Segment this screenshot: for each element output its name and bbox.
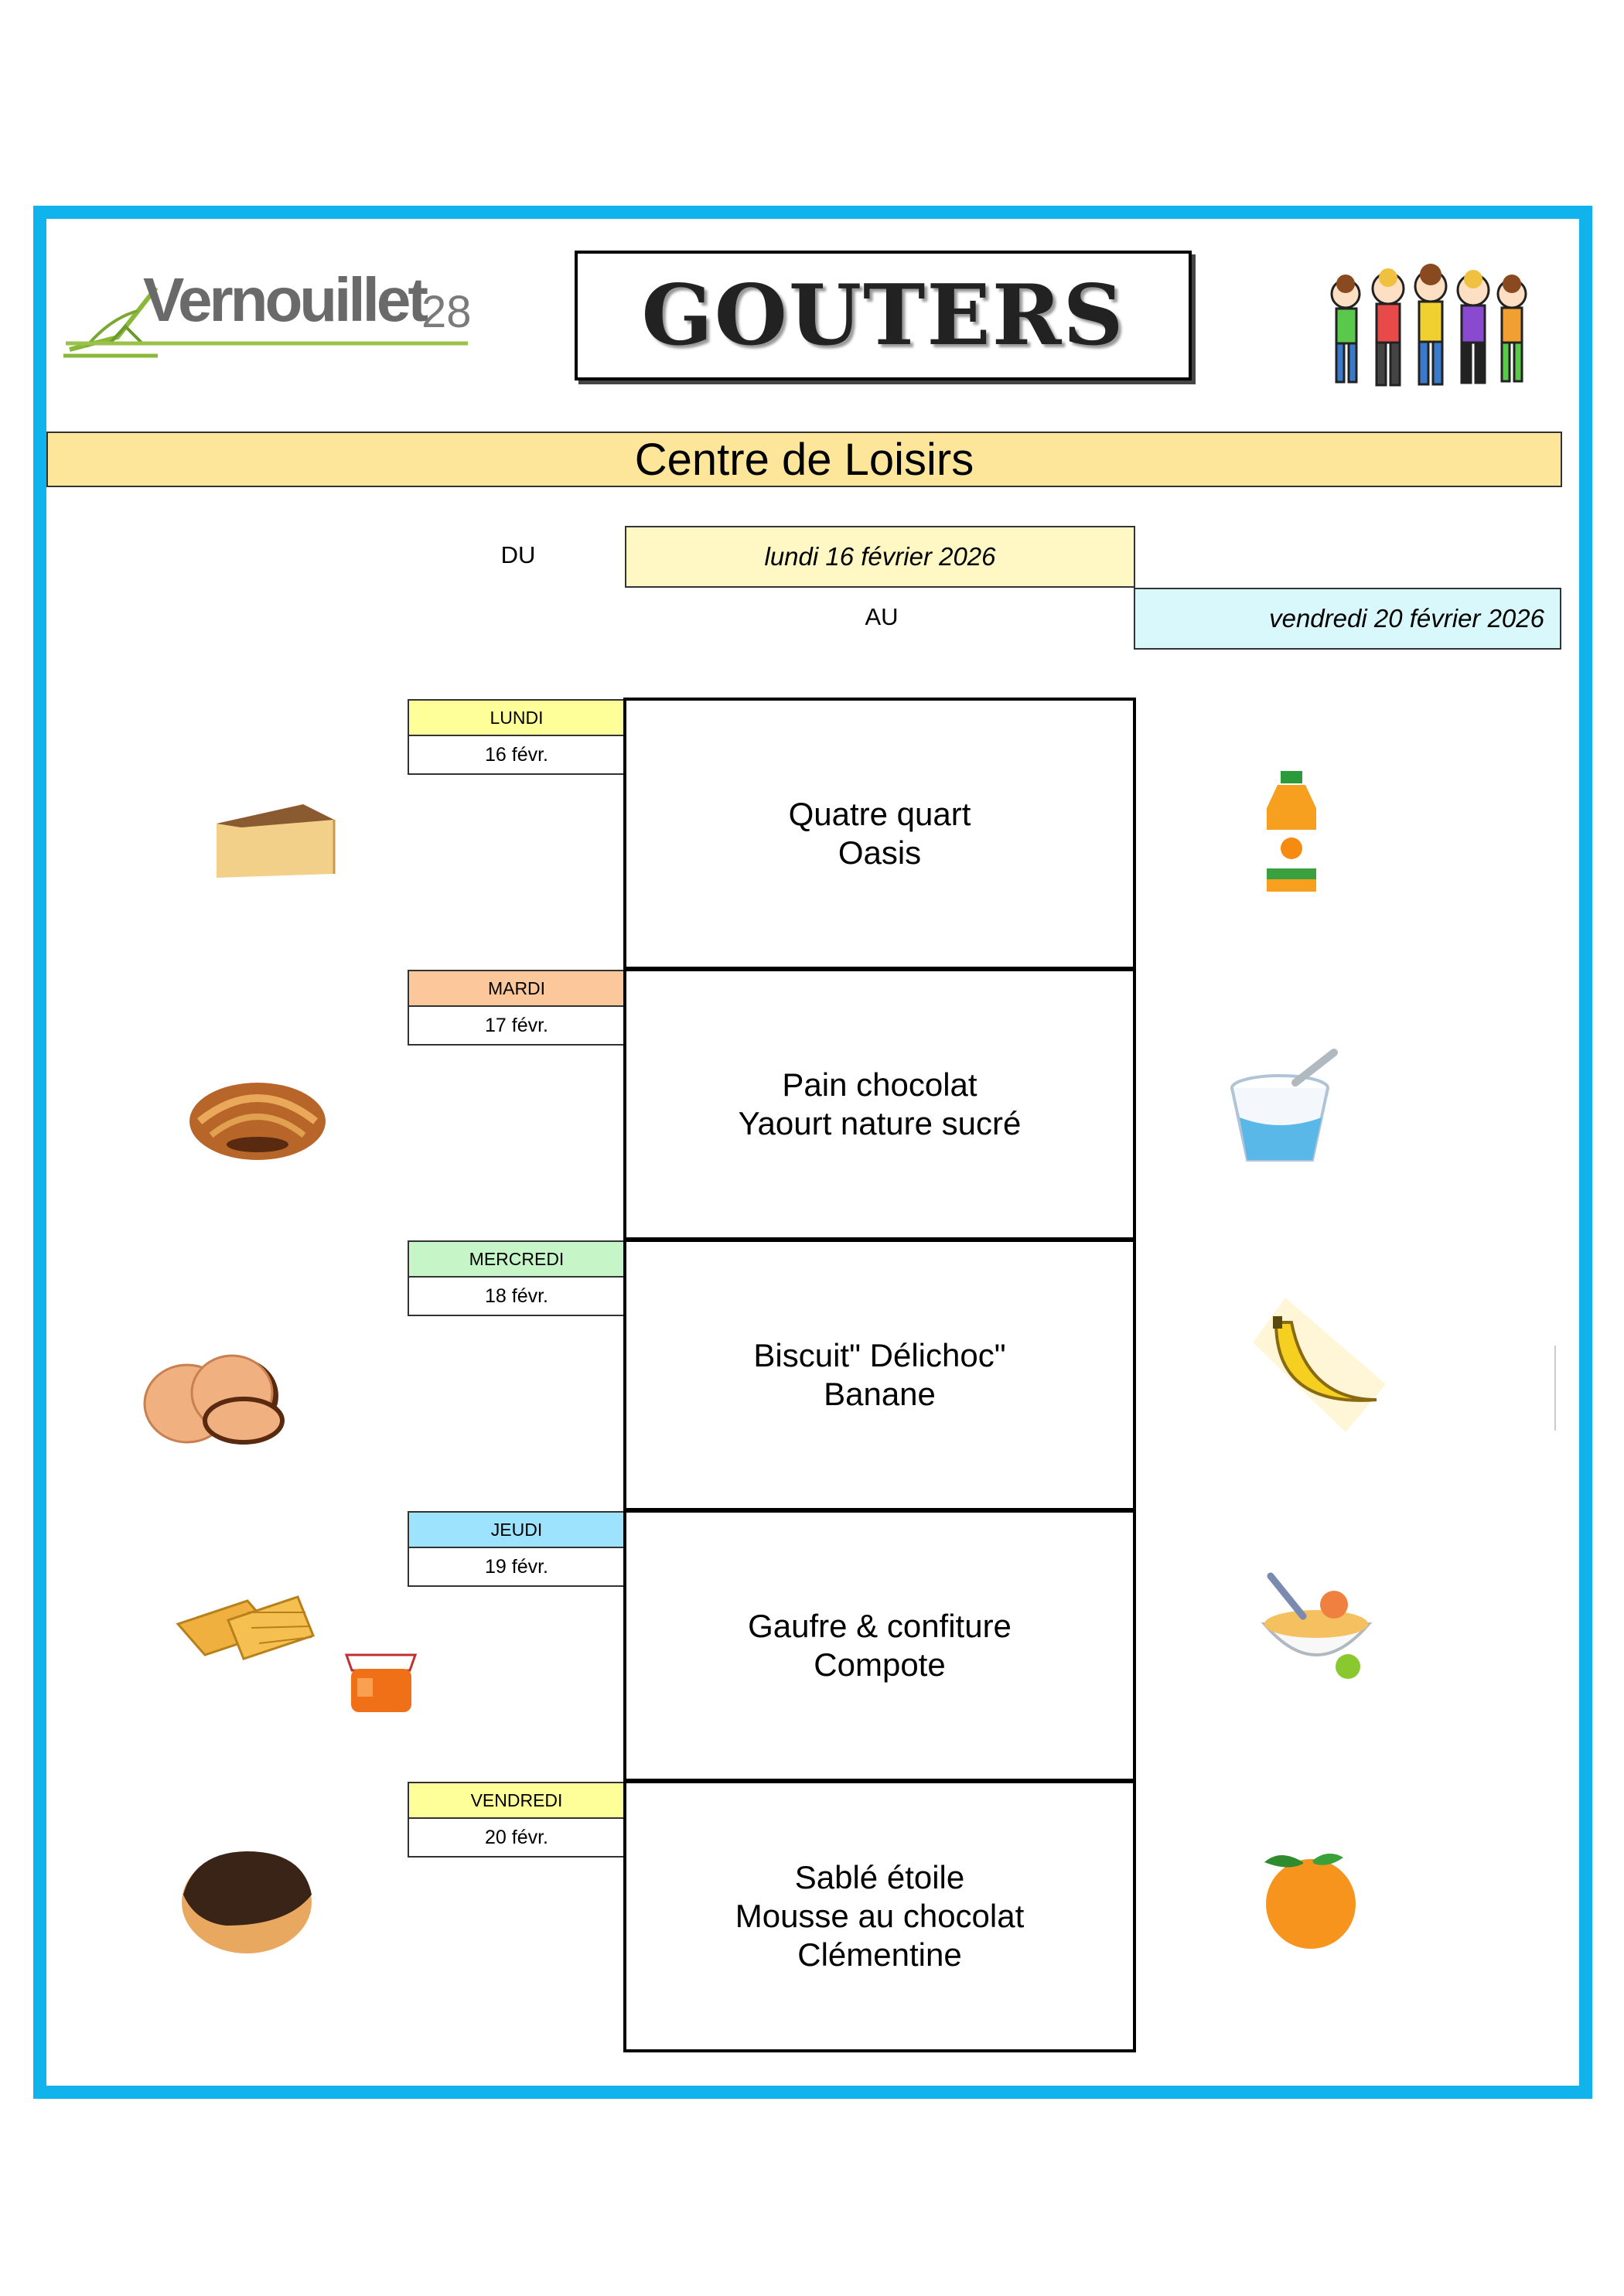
menu-item: Quatre quart: [788, 796, 971, 832]
menu-item: Pain chocolat: [782, 1066, 977, 1103]
divider: [1554, 1346, 1556, 1431]
day-date: 16 févr.: [408, 736, 626, 775]
menu-box: [623, 968, 1136, 1240]
waffle-icon: [174, 1589, 317, 1667]
menu-box: [623, 698, 1136, 970]
menu-item: Gaufre & confiture: [748, 1608, 1012, 1644]
menu-item: Mousse au chocolat: [735, 1898, 1025, 1934]
day-date: 18 févr.: [408, 1278, 626, 1316]
menu-item: Oasis: [838, 834, 922, 871]
to-label: AU: [865, 603, 899, 630]
menu-box: [623, 1239, 1136, 1511]
day-date: 19 févr.: [408, 1548, 626, 1587]
compote-icon: [1257, 1570, 1377, 1682]
day-name: MARDI: [408, 970, 626, 1007]
cake-icon: [210, 797, 342, 882]
menu-item: Biscuit" Délichoc": [753, 1337, 1006, 1373]
banner: Centre de Loisirs: [46, 432, 1562, 487]
menu-item: Compote: [814, 1646, 946, 1683]
title-box: [575, 251, 1192, 380]
to-date: vendredi 20 février 2026: [1134, 588, 1561, 650]
logo-name: Vernouillet: [143, 265, 425, 334]
yogurt-icon: [1226, 1048, 1349, 1172]
day-date: 20 févr.: [408, 1819, 626, 1858]
banana-icon: [1253, 1291, 1388, 1435]
kids-group-icon: [1315, 259, 1547, 394]
from-label: DU: [500, 541, 536, 568]
day-name: VENDREDI: [408, 1782, 626, 1819]
day-name: JEUDI: [408, 1511, 626, 1548]
day-date: 17 févr.: [408, 1007, 626, 1046]
juice-bottle-icon: [1261, 769, 1322, 897]
orange-icon: [1257, 1848, 1365, 1953]
chocolate-biscuit-icon: [179, 1848, 315, 1957]
menu-item: Banane: [824, 1376, 936, 1412]
logo-number: 28: [421, 287, 472, 337]
jam-jar-icon: [340, 1647, 421, 1717]
menu-box: [623, 1510, 1136, 1782]
page-title: GOUTERS: [641, 267, 1125, 364]
day-name: MERCREDI: [408, 1240, 626, 1278]
menu-item: Clémentine: [797, 1936, 962, 1973]
menu-item: Yaourt nature sucré: [738, 1105, 1022, 1141]
pain-au-chocolat-icon: [184, 1067, 331, 1164]
menu-item: Sablé étoile: [794, 1859, 965, 1895]
menu-box: [623, 1780, 1136, 2052]
biscuit-icon: [139, 1349, 286, 1446]
logo-underline: [66, 339, 468, 348]
day-name: LUNDI: [408, 699, 626, 736]
from-date: lundi 16 février 2026: [625, 526, 1135, 588]
